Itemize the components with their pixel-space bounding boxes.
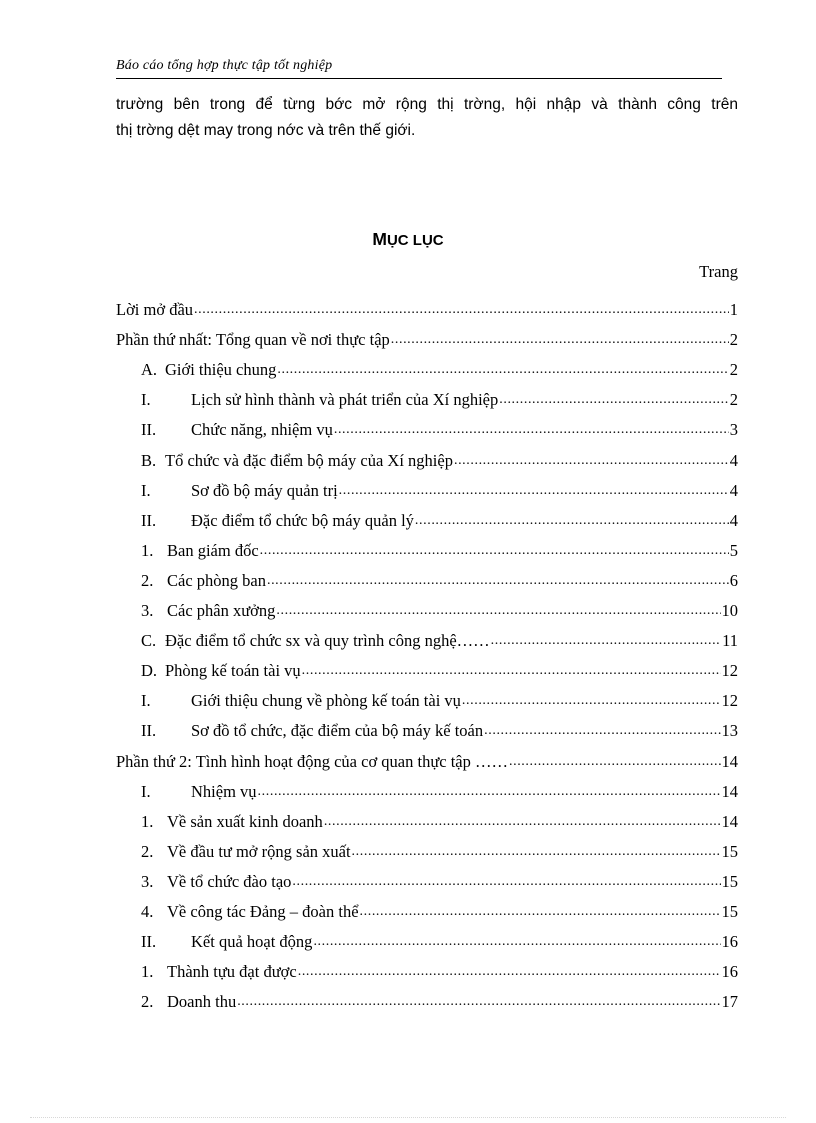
toc-entry-label: Phần thứ 2: Tình hình hoạt động của cơ quan thực tập …… bbox=[116, 751, 508, 771]
toc-dot-leader bbox=[194, 300, 729, 320]
toc-dot-leader bbox=[324, 812, 721, 832]
toc-entry-label: Sơ đồ bộ máy quản trị bbox=[191, 480, 338, 500]
intro-line-2: thị trờng dệt may trong nớc và trên thế giới. bbox=[116, 122, 416, 139]
toc-entry-number: II. bbox=[141, 510, 157, 530]
page-column-label: Trang bbox=[699, 262, 738, 281]
toc-entry-number: B. bbox=[141, 450, 157, 470]
toc-dot-leader bbox=[484, 721, 720, 741]
header-title: Báo cáo tổng hợp thực tập tốt nghiệp bbox=[116, 58, 333, 73]
toc-dot-leader bbox=[462, 691, 721, 711]
toc-dot-leader bbox=[313, 932, 720, 952]
toc-dot-leader bbox=[352, 842, 721, 862]
toc-entry bbox=[116, 380, 738, 410]
toc-entry-label: Kết quả hoạt động bbox=[191, 932, 313, 952]
toc-entry bbox=[116, 471, 738, 501]
toc-entry-label: Giới thiệu chung bbox=[165, 360, 277, 380]
toc-entry-number: II. bbox=[141, 932, 157, 952]
toc-entry bbox=[116, 440, 738, 470]
toc-entry-label: Các phân xưởng bbox=[167, 601, 276, 621]
toc-entry-number: D. bbox=[141, 661, 158, 681]
toc-entry-number: 4. bbox=[141, 901, 154, 921]
toc-entry bbox=[116, 290, 738, 320]
toc-entry bbox=[116, 531, 738, 561]
toc-dot-leader bbox=[509, 752, 721, 772]
toc-entry bbox=[116, 802, 738, 832]
toc-entry-number: A. bbox=[141, 360, 158, 380]
toc-dot-leader bbox=[292, 872, 720, 892]
toc-entry-label: Chức năng, nhiệm vụ bbox=[191, 420, 333, 440]
toc-entry bbox=[116, 681, 738, 711]
toc-entry bbox=[116, 772, 738, 802]
toc-entry-label: Đặc điểm tổ chức bộ máy quản lý bbox=[191, 510, 414, 530]
toc-entry-label: Lịch sử hình thành và phát triển của Xí nghiệp bbox=[191, 390, 499, 410]
toc-title-rest: ỤC LỤC bbox=[386, 232, 444, 249]
toc-entry-page: 14 bbox=[721, 811, 738, 831]
toc-entry-page: 14 bbox=[721, 751, 738, 771]
toc-entry-label: Giới thiệu chung về phòng kế toán tài vụ bbox=[191, 691, 461, 711]
toc-entry bbox=[116, 651, 738, 681]
toc-entry-page: 2 bbox=[729, 390, 738, 410]
toc-dot-leader bbox=[277, 360, 728, 380]
toc-dot-leader bbox=[499, 390, 729, 410]
toc-dot-leader bbox=[360, 902, 721, 922]
toc-entry-page: 15 bbox=[721, 841, 738, 861]
toc-entry-label: Về công tác Đảng – đoàn thể bbox=[167, 901, 359, 921]
toc-entry-number: II. bbox=[141, 420, 157, 440]
toc-entry-label: Về tổ chức đào tạo bbox=[167, 871, 292, 891]
toc-entry-number: 2. bbox=[141, 841, 154, 861]
toc-entry-page: 10 bbox=[721, 601, 738, 621]
toc-entry bbox=[116, 741, 738, 771]
toc-dot-leader bbox=[339, 481, 729, 501]
toc-entry-label: Phần thứ nhất: Tổng quan về nơi thực tập bbox=[116, 330, 390, 350]
toc-entry-label: Ban giám đốc bbox=[167, 540, 259, 560]
intro-paragraph bbox=[116, 92, 738, 144]
toc-entry bbox=[116, 952, 738, 982]
toc-dot-leader bbox=[334, 420, 729, 440]
toc-entry bbox=[116, 501, 738, 531]
toc-entry-page: 16 bbox=[721, 962, 738, 982]
toc-entry-number: I. bbox=[141, 480, 151, 500]
toc-entry-label: Tổ chức và đặc điểm bộ máy của Xí nghiệp bbox=[165, 450, 453, 470]
toc-entry bbox=[116, 561, 738, 591]
toc-dot-leader bbox=[302, 661, 721, 681]
toc-entry-label: Các phòng ban bbox=[167, 570, 266, 590]
toc-entry-page: 2 bbox=[729, 330, 738, 350]
toc-entry-page: 4 bbox=[729, 450, 738, 470]
toc-entry-page: 14 bbox=[721, 781, 738, 801]
toc-entry-page: 12 bbox=[721, 691, 738, 711]
toc-entry-page: 4 bbox=[729, 480, 738, 500]
toc-dot-leader bbox=[298, 962, 721, 982]
toc-entry-number: 3. bbox=[141, 871, 154, 891]
toc-entry bbox=[116, 591, 738, 621]
toc-entry-number: II. bbox=[141, 721, 157, 741]
toc-entry-number: I. bbox=[141, 691, 151, 711]
toc-entry-page: 15 bbox=[721, 901, 738, 921]
toc-dot-leader bbox=[258, 782, 721, 802]
toc-entry bbox=[116, 922, 738, 952]
toc-entry bbox=[116, 621, 738, 651]
toc-entry-page: 4 bbox=[729, 510, 738, 530]
toc-title-first-letter: M bbox=[372, 229, 387, 249]
page-header bbox=[116, 56, 722, 79]
toc-entry-number: 1. bbox=[141, 962, 154, 982]
toc-dot-leader bbox=[260, 541, 729, 561]
intro-line-1: trường bên trong để từng bớc mở rộng thị trờng, hội nhập và thành công trên bbox=[116, 96, 738, 113]
toc-title bbox=[0, 229, 816, 250]
toc-entry-number: 3. bbox=[141, 601, 154, 621]
toc-entry-page: 1 bbox=[729, 300, 738, 320]
toc-dot-leader bbox=[391, 330, 729, 350]
toc-entry bbox=[116, 862, 738, 892]
toc-entry-number: I. bbox=[141, 781, 151, 801]
toc-entry bbox=[116, 410, 738, 440]
toc-entry-page: 13 bbox=[721, 721, 738, 741]
toc-entry-number: 2. bbox=[141, 992, 154, 1012]
toc-dot-leader bbox=[237, 992, 720, 1012]
toc-entry-page: 16 bbox=[721, 932, 738, 952]
toc-entry-label: Đặc điểm tổ chức sx và quy trình công nghệ…… bbox=[165, 631, 490, 651]
toc-entry-page: 12 bbox=[721, 661, 738, 681]
toc-entry-label: Phòng kế toán tài vụ bbox=[165, 661, 301, 681]
toc-entry-number: 1. bbox=[141, 540, 154, 560]
toc-entry bbox=[116, 982, 738, 1012]
toc-entry bbox=[116, 711, 738, 741]
toc-entry-page: 17 bbox=[721, 992, 738, 1012]
toc-entry-label: Về đầu tư mở rộng sản xuất bbox=[167, 841, 351, 861]
toc-dot-leader bbox=[267, 571, 729, 591]
toc-entry-number: 1. bbox=[141, 811, 154, 831]
toc-entry-label: Nhiệm vụ bbox=[191, 781, 257, 801]
toc-entry-page: 5 bbox=[729, 540, 738, 560]
toc-entry-label: Về sản xuất kinh doanh bbox=[167, 811, 323, 831]
toc-entry-number: 2. bbox=[141, 570, 154, 590]
toc-entry bbox=[116, 892, 738, 922]
toc-entry bbox=[116, 320, 738, 350]
toc-entry-label: Doanh thu bbox=[167, 992, 237, 1012]
toc-entry-page: 2 bbox=[729, 360, 738, 380]
toc-entry bbox=[116, 350, 738, 380]
toc-dot-leader bbox=[276, 601, 720, 621]
page-bottom-divider bbox=[30, 1117, 786, 1118]
toc-entry-number: C. bbox=[141, 631, 157, 651]
toc-entry-label: Lời mở đầu bbox=[116, 300, 194, 320]
toc-entry-label: Sơ đồ tổ chức, đặc điểm của bộ máy kế toán bbox=[191, 721, 484, 741]
toc-entry-page: 3 bbox=[729, 420, 738, 440]
toc-dot-leader bbox=[415, 511, 729, 531]
toc-entry-page: 6 bbox=[729, 570, 738, 590]
toc-dot-leader bbox=[454, 451, 729, 471]
toc-entry-page: 15 bbox=[721, 871, 738, 891]
toc-entry-label: Thành tựu đạt được bbox=[167, 962, 297, 982]
table-of-contents bbox=[116, 290, 738, 1012]
toc-dot-leader bbox=[491, 631, 721, 651]
toc-entry-number: I. bbox=[141, 390, 151, 410]
toc-entry-page: 11 bbox=[722, 631, 738, 651]
toc-entry bbox=[116, 832, 738, 862]
